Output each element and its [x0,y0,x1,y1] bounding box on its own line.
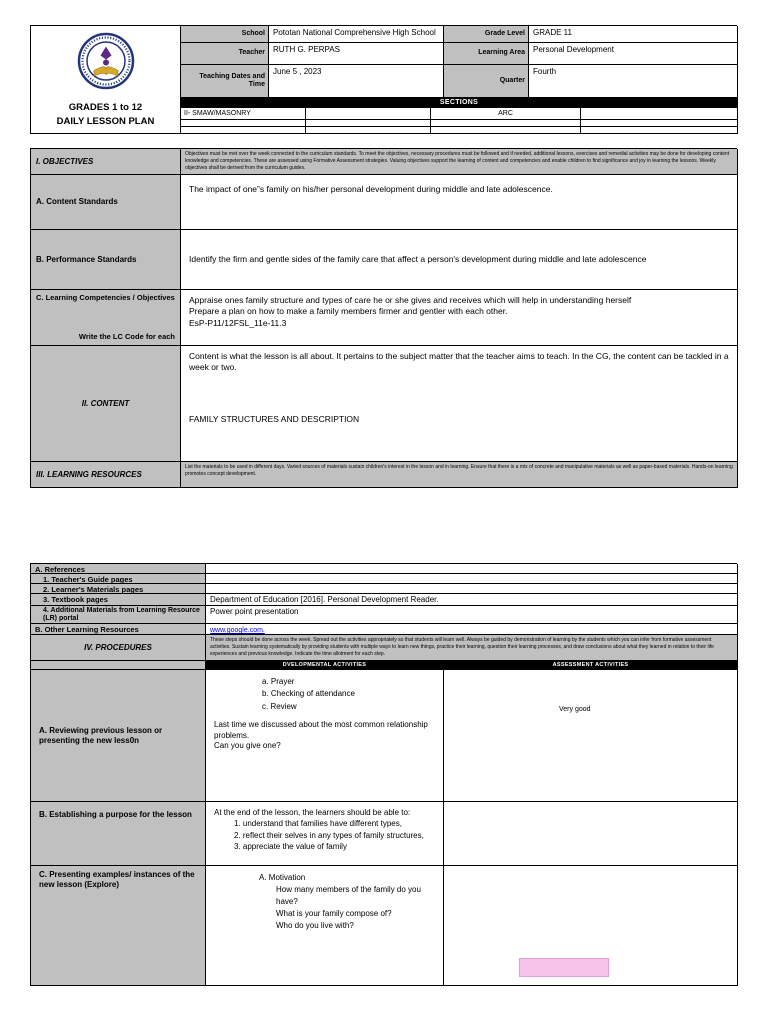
competency-line-2: Prepare a plan on how to make a family members firmer and gentler with each other. [189,306,508,317]
lesson-plan-page-1 [30,25,737,488]
objectives-label: I. OBJECTIVES [31,149,181,175]
content-row [31,346,737,462]
teachers-guide-label: 1. Teacher's Guide pages [31,574,206,584]
learners-materials-value [206,584,738,594]
info-row-dates [181,65,738,98]
logo-cell [31,26,181,134]
textbook-value: Department of Education [2016]. Personal Development Reader. [206,594,738,606]
list-item: b. Checking of attendance [262,689,355,699]
competencies-label-cell [31,290,181,346]
list-item: c. Review [262,701,297,711]
sections-row [181,108,738,120]
references-row [31,564,737,574]
purpose-assessment-cell [444,802,738,866]
other-resources-row [31,624,737,635]
procedures-label: IV. PROCEDURES [31,635,206,661]
empty-cell [181,120,306,127]
content-standards-row [31,175,737,230]
competency-line-1: Appraise ones family structure and types of care he or she gives and receives which will help in understanding herself [189,295,632,305]
learners-materials-label: 2. Learner's Materials pages [31,584,206,594]
references-label: A. References [31,564,206,574]
reviewing-lesson-label: A. Reviewing previous lesson or presenting the new less0n [31,670,206,802]
additional-materials-label: 4. Additional Materials from Learning Resource (LR) portal [31,606,206,624]
school-label: School [181,26,269,43]
header-row [31,26,737,134]
empty-cell [581,127,738,134]
purpose-row [31,802,737,866]
teacher-label: Teacher [181,43,269,65]
empty-cell [431,120,581,127]
list-item: What is your family compose of? [276,909,392,919]
reviewing-lesson-dev-cell [206,670,444,802]
empty-cell [581,120,738,127]
reviewing-lesson-assessment-cell: Very good [444,670,738,802]
sections-empty-row-2 [181,127,738,134]
sections-empty-row-1 [181,120,738,127]
content-topic: FAMILY STRUCTURES AND DESCRIPTION [189,413,360,424]
info-row-school [181,26,738,43]
quarter-value: Fourth [529,65,738,98]
school-value: Pototan National Comprehensive High School [269,26,444,43]
additional-materials-value: Power point presentation [206,606,738,624]
purpose-dev-cell [206,802,444,866]
list-item: 3. appreciate the value of family [234,841,347,851]
objectives-note: Objectives must be met over the week connected to the curriculum standards. To meet the objectives, necessary procedures must be followed and if needed, additional lessons, exercises and remedial activities may be done for developing content knowledge and competencies. These are assessed using Formative Assessment strategies. Valuing objectives support the learning of content and competencies and enable children to find significance and joy in learning the lessons. Weekly objectives shall be derived from the curriculum guides. [181,149,738,175]
performance-standards-value: Identify the firm and gentle sides of the family care that affect a person's development during middle and late adolescence [181,230,738,290]
section-cell-3: ARC [431,108,581,120]
empty-cell [306,127,431,134]
plan-title-line2: DAILY LESSON PLAN [56,116,155,128]
procedures-table [30,563,737,986]
teaching-dates-value: June 5 , 2023 [269,65,444,98]
header-right [181,26,738,134]
list-item: a. Prayer [262,677,295,686]
opening-activities-list [262,676,435,713]
presenting-examples-assessment-cell [444,866,738,986]
objectives-row [31,149,737,175]
objectives-intro: At the end of the lesson, the learners should be able to: [214,808,411,817]
content-standards-label: A. Content Standards [31,175,181,230]
competencies-sublabel: Write the LC Code for each [78,331,175,341]
lesson-plan-page-2 [30,563,737,986]
empty-cell [181,127,306,134]
teaching-dates-label: Teaching Dates and Time [181,65,269,98]
empty-cell [306,120,431,127]
developmental-activities-header: DVELOPMENTAL ACTIVITIES [206,661,444,670]
section-cell-2 [306,108,431,120]
list-item: 2. reflect their selves in any types of family structures, [234,830,424,840]
learning-resources-note: List the materials to be used in different days. Varied sources of materials sustain children's interest in the lesson and in learning. Ensure that there is a mix of concrete and manipulative materials as well as paper-based materials. Hands-on learning promotes concept development. [181,462,738,488]
purpose-label: B. Establishing a purpose for the lesson [31,802,206,866]
plan-title-line1: GRADES 1 to 12 [68,101,143,113]
competencies-row [31,290,737,346]
textbook-row [31,594,737,606]
grade-level-label: Grade Level [444,26,529,43]
content-note: Content is what the lesson is all about. It pertains to the subject matter that the teacher aims to teach. In the CG, the content can be tackled in a week or two. [189,351,729,373]
list-item: 1. understand that families have different types, [234,819,402,829]
teacher-value: RUTH G. PERPAS [269,43,444,65]
presenting-examples-dev-cell [206,866,444,986]
content-label: II. CONTENT [31,346,181,462]
lesson-objectives-list [234,818,435,852]
sections-bar-row [181,98,738,108]
presenting-examples-row [31,866,737,986]
motivation-heading: A. Motivation [259,873,306,882]
content-value-cell [181,346,738,462]
additional-materials-row [31,606,737,624]
quarter-label: Quarter [444,65,529,98]
competencies-value-cell [181,290,738,346]
section-cell-1: II- SMAW/MASONRY [181,108,306,120]
procedures-row [31,635,737,661]
objectives-table [30,148,737,488]
procedures-note: These steps should be done across the week. Spread out the activities appropriately so that students will learn well. Always be guided by demonstration of learning by the students which you can infer from formative assessment activities. Sustain learning systematically by providing students with multiple ways to learn new things, practice their learning, question their learning processes, and draw conclusions about what they learned in relation to their life experiences and previous knowledge. Indicate the time allotment for each step. [206,635,738,661]
activities-header-spacer [31,661,206,670]
content-standards-value: The impact of one”s family on his/her personal development during middle and late adolescence. [181,175,738,230]
learning-area-label: Learning Area [444,43,529,65]
teachers-guide-value [206,574,738,584]
activities-header-row [31,661,737,670]
google-link[interactable]: www.google.com. [210,627,265,634]
performance-standards-row [31,230,737,290]
presenting-examples-label: C. Presenting examples/ instances of the new lesson (Explore) [31,866,206,986]
sections-header: SECTIONS [181,98,738,108]
info-row-teacher [181,43,738,65]
teachers-guide-row [31,574,737,584]
learning-area-value: Personal Development [529,43,738,65]
performance-standards-label: B. Performance Standards [31,230,181,290]
references-value [206,564,738,574]
reviewing-lesson-row [31,670,737,802]
grade-level-value: GRADE 11 [529,26,738,43]
plan-title [57,101,155,130]
header-table [30,25,737,134]
learning-resources-row [31,462,737,488]
motivation-questions [276,884,435,932]
list-item: How many members of the family do you have? [276,885,421,907]
review-paragraph: Last time we discussed about the most common relationship problems. [214,720,428,740]
competency-line-3: EsP-P11/12FSL_11e-11.3 [189,317,287,328]
textbook-label: 3. Textbook pages [31,594,206,606]
section-cell-4 [581,108,738,120]
other-resources-label: B. Other Learning Resources [31,624,206,635]
list-item: Who do you live with? [276,921,354,931]
learning-resources-label: III. LEARNING RESOURCES [31,462,181,488]
review-question: Can you give one? [214,740,281,750]
learners-materials-row [31,584,737,594]
highlight-box [519,958,609,977]
school-logo-seal [77,32,135,90]
assessment-activities-header: ASSESSMENT ACTIVITIES [444,661,738,670]
competencies-label: C. Learning Competencies / Objectives [36,293,175,302]
other-resources-value-cell [206,624,738,635]
empty-cell [431,127,581,134]
